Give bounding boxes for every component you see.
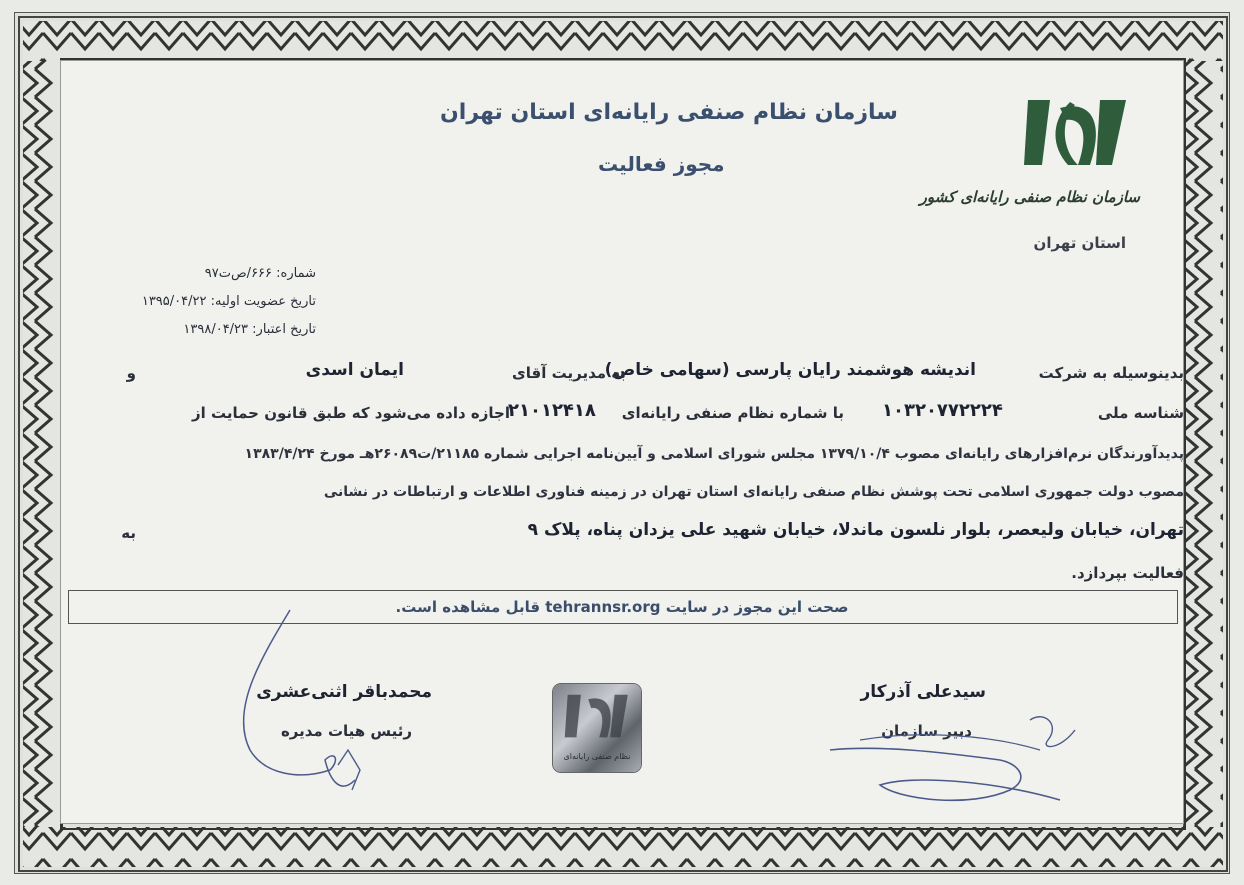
page-title: سازمان نظام صنفی رایانه‌ای استان تهران bbox=[440, 100, 898, 125]
validity-date: تاریخ اعتبار: ۱۳۹۸/۰۴/۲۳ bbox=[183, 322, 316, 337]
right-signer-title: دبیر سازمان bbox=[881, 722, 972, 740]
body-line4: مصوب دولت جمهوری اسلامی تحت پوشش نظام صنفی رایانه‌ای استان تهران در زمینه فناوری اطلاعات و ارتباطات در نشانی bbox=[323, 484, 1184, 500]
org-logo bbox=[919, 90, 1140, 206]
line1-prefix: بدینوسیله به شرکت bbox=[1038, 364, 1184, 382]
left-signer-title: رئیس هیات مدیره bbox=[280, 722, 412, 740]
certificate-number: شماره: ۶۶۶/ص‌ت۹۷ bbox=[204, 266, 316, 281]
right-signer-name: سیدعلی آذرکار bbox=[860, 682, 986, 702]
address-end: به bbox=[121, 524, 136, 542]
left-signer-name: محمدباقر اثنی‌عشری bbox=[256, 682, 432, 702]
line1-mid: به مدیریت آقای bbox=[512, 364, 626, 382]
line2-end: اجازه داده می‌شود که طبق قانون حمایت از bbox=[191, 404, 510, 422]
hologram-logo-icon bbox=[553, 684, 641, 754]
hologram-seal bbox=[553, 684, 641, 772]
logo-province: استان تهران bbox=[1033, 234, 1126, 252]
left-signature-icon bbox=[220, 600, 370, 810]
company-name: اندیشه هوشمند رایان پارسی (سهامی خاص) bbox=[604, 360, 976, 380]
page-subtitle: مجوز فعالیت bbox=[598, 152, 725, 176]
body-line6: فعالیت بپردازد. bbox=[1071, 564, 1184, 582]
verification-text: صحت این مجوز در سایت tehrannsr.org قابل مشاهده است. bbox=[395, 598, 849, 616]
national-id: ۱۰۳۲۰۷۷۲۲۲۴ bbox=[882, 400, 1003, 421]
org-logo-icon bbox=[1020, 90, 1140, 180]
logo-org-name: سازمان نظام صنفی رایانه‌ای کشور bbox=[919, 188, 1140, 206]
line1-end: و bbox=[126, 364, 136, 382]
line2-prefix: شناسه ملی bbox=[1097, 404, 1184, 422]
nezam-number: ۲۱۰۱۲۴۱۸ bbox=[508, 400, 596, 421]
right-signature-icon bbox=[820, 690, 1080, 820]
body-line3: پدیدآورندگان نرم‌افزارهای رایانه‌ای مصوب ۱۳۷۹/۱۰/۴ مجلس شورای اسلامی و آیین‌نامه اجرایی شماره ۲۱۱۸۵/ت۲۶۰۸۹هـ مورخ ۱۳۸۳/۴/۲۴ bbox=[244, 446, 1184, 462]
manager-name: ایمان اسدی bbox=[305, 360, 404, 380]
initial-membership-date: تاریخ عضویت اولیه: ۱۳۹۵/۰۴/۲۲ bbox=[141, 294, 316, 309]
hologram-caption: نظام صنفی رایانه‌ای bbox=[563, 752, 631, 761]
line2-mid: با شماره نظام صنفی رایانه‌ای bbox=[621, 404, 844, 422]
address: تهران، خیابان ولیعصر، بلوار نلسون ماندلا، خیابان شهید علی یزدان پناه، پلاک ۹ bbox=[527, 520, 1184, 540]
